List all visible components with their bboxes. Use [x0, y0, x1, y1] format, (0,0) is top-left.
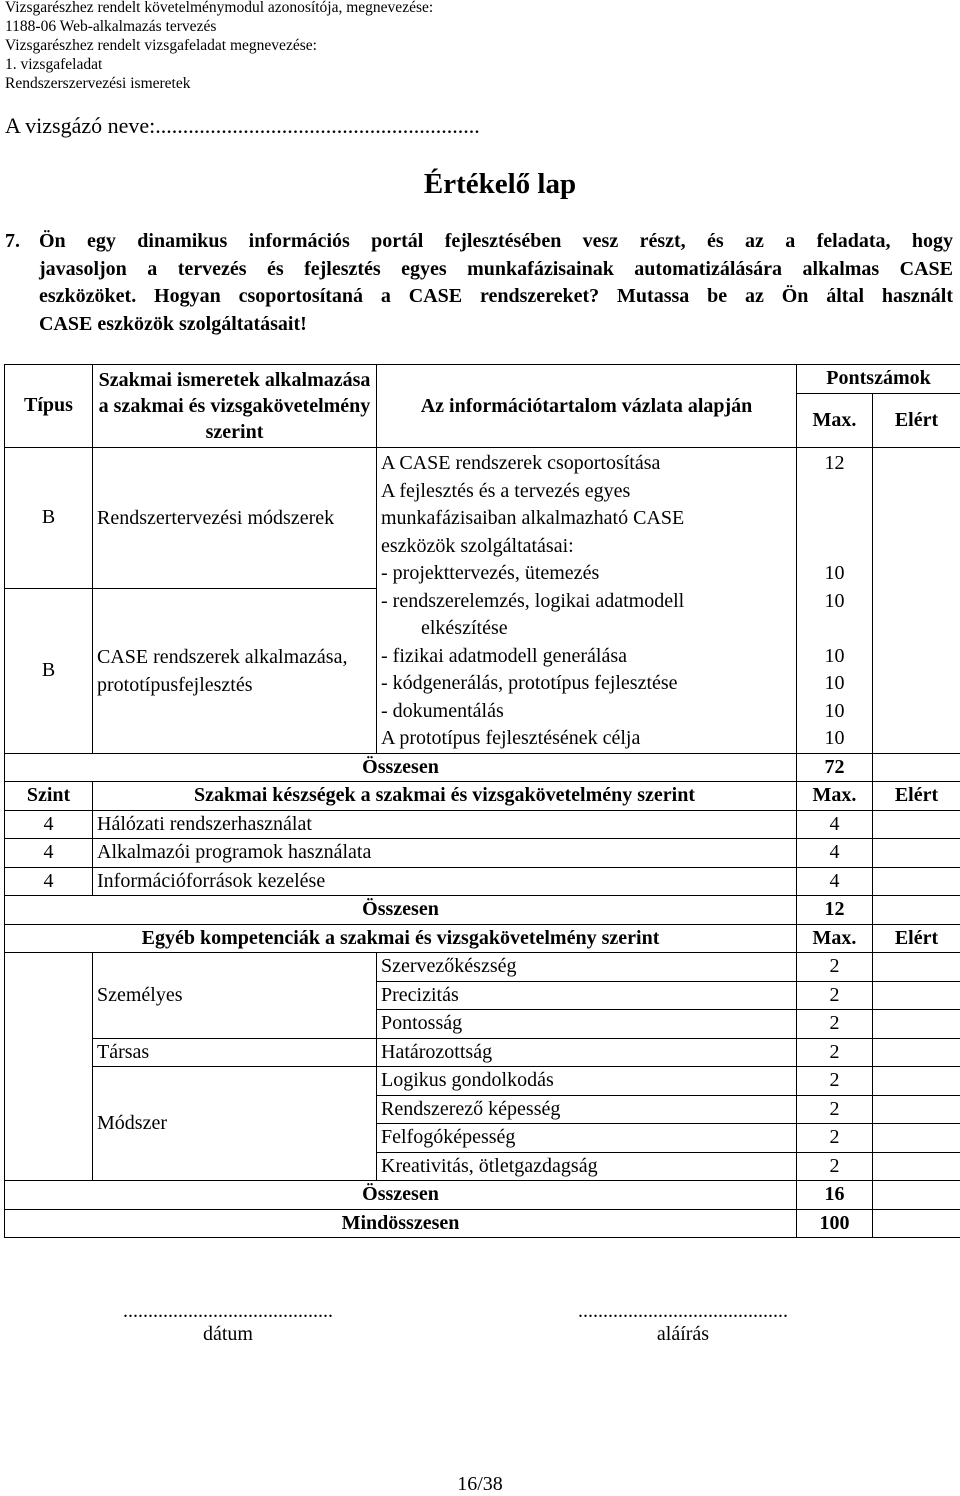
- col-head-achieved: Elért: [873, 782, 960, 811]
- sum-value: 72: [797, 753, 873, 782]
- competency-name: Felfogóképesség: [377, 1124, 797, 1153]
- question-number: 7.: [5, 228, 39, 256]
- candidate-name-field: A vizsgázó neve:...........................................................: [5, 113, 480, 139]
- info-line: eszközök szolgáltatásai:: [381, 533, 792, 561]
- competency-name: Precizitás: [377, 981, 797, 1010]
- evaluation-table: [4, 364, 960, 1238]
- col-head-achieved: Elért: [873, 924, 960, 953]
- achieved-cell[interactable]: [873, 1095, 960, 1124]
- sum-label: Összesen: [5, 896, 797, 925]
- table-row: [5, 953, 960, 982]
- col-head-knowledge: Szakmai ismeretek alkalmazása a szakmai és vizsgakövetelmény szerint: [93, 365, 377, 448]
- max-value: 2: [797, 1010, 873, 1039]
- achieved-cell[interactable]: [873, 1209, 960, 1238]
- skills-head-label: Szakmai készségek a szakmai és vizsgakövetelmény szerint: [93, 782, 797, 811]
- max-value: 10: [801, 643, 868, 671]
- group-topic: CASE rendszerek alkalmazása, prototípusfejlesztés: [93, 589, 377, 753]
- question-line: eszközöket. Hogyan csoportosítaná a CASE rendszereket? Mutassa be az Ön által használt: [5, 283, 953, 311]
- blank-cell: [5, 953, 93, 1181]
- skill-name: Alkalmazói programok használata: [93, 839, 797, 868]
- sum-value: 12: [797, 896, 873, 925]
- competency-name: Kreativitás, ötletgazdagság: [377, 1152, 797, 1181]
- sum-value: 16: [797, 1181, 873, 1210]
- competency-name: Rendszerező képesség: [377, 1095, 797, 1124]
- info-line: A CASE rendszerek csoportosítása: [381, 450, 792, 478]
- info-line: - rendszerelemzés, logikai adatmodell: [381, 588, 792, 616]
- info-line: - projekttervezés, ütemezés: [381, 560, 792, 588]
- grand-total-value: 100: [797, 1209, 873, 1238]
- achieved-cell[interactable]: [873, 1010, 960, 1039]
- other-head-label: Egyéb kompetenciák a szakmai és vizsgakövetelmény szerint: [5, 924, 797, 953]
- max-value: 2: [797, 953, 873, 982]
- achieved-cell[interactable]: [873, 1067, 960, 1096]
- other-head-row: [5, 924, 960, 953]
- skills-head-row: [5, 782, 960, 811]
- grand-total-label: Mindösszesen: [5, 1209, 797, 1238]
- col-head-points: Pontszámok: [797, 365, 960, 394]
- header-line: 1. vizsgafeladat: [5, 55, 433, 74]
- info-line: A prototípus fejlesztésének célja: [381, 725, 792, 753]
- col-head-max: Max.: [797, 394, 873, 448]
- sum-label: Összesen: [5, 753, 797, 782]
- max-value: 2: [797, 1067, 873, 1096]
- info-line: - fizikai adatmodell generálása: [381, 643, 792, 671]
- max-value: 2: [797, 1124, 873, 1153]
- table-head-row: [5, 365, 960, 394]
- sum-row: [5, 753, 960, 782]
- table-row: [5, 810, 960, 839]
- max-value: 2: [797, 1152, 873, 1181]
- date-label: dátum: [90, 1323, 366, 1346]
- page-title: Értékelő lap: [0, 168, 960, 201]
- competency-group: Módszer: [93, 1067, 377, 1181]
- page-number: 16/38: [0, 1473, 960, 1496]
- table-row: [5, 839, 960, 868]
- table-row: [5, 448, 960, 589]
- group-type: B: [5, 448, 93, 589]
- header-line: Vizsgarészhez rendelt vizsgafeladat megnevezése:: [5, 36, 433, 55]
- info-content: [377, 448, 797, 754]
- achieved-cell[interactable]: [873, 839, 960, 868]
- sum-row: [5, 1181, 960, 1210]
- col-head-info: Az információtartalom vázlata alapján: [377, 365, 797, 448]
- skill-level: 4: [5, 867, 93, 896]
- achieved-cell[interactable]: [873, 1124, 960, 1153]
- max-value: 12: [801, 450, 868, 478]
- achieved-cell[interactable]: [873, 753, 960, 782]
- sum-row: [5, 896, 960, 925]
- col-head-level: Szint: [5, 782, 93, 811]
- max-value: 10: [801, 588, 868, 616]
- achieved-cell[interactable]: [873, 1038, 960, 1067]
- achieved-cell[interactable]: [873, 1181, 960, 1210]
- info-max-column: [797, 448, 873, 754]
- max-value: 4: [797, 810, 873, 839]
- max-value: 4: [797, 839, 873, 868]
- max-value: 2: [797, 981, 873, 1010]
- col-head-max: Max.: [797, 924, 873, 953]
- info-line: elkészítése: [381, 615, 792, 643]
- achieved-cell[interactable]: [873, 1152, 960, 1181]
- achieved-cell[interactable]: [873, 810, 960, 839]
- achieved-cell[interactable]: [873, 448, 960, 754]
- info-line: munkafázisaiban alkalmazható CASE: [381, 505, 792, 533]
- header-line: Rendszerszervezési ismeretek: [5, 74, 433, 93]
- competency-name: Szervezőkészség: [377, 953, 797, 982]
- competency-group: Társas: [93, 1038, 377, 1067]
- skill-name: Hálózati rendszerhasználat: [93, 810, 797, 839]
- document-header: [5, 0, 433, 93]
- date-signature-block: [90, 1300, 366, 1346]
- max-value: 10: [801, 698, 868, 726]
- table-row: [5, 1038, 960, 1067]
- table-row: [5, 867, 960, 896]
- competency-name: Pontosság: [377, 1010, 797, 1039]
- skill-level: 4: [5, 810, 93, 839]
- competency-group: Személyes: [93, 953, 377, 1039]
- group-type: B: [5, 589, 93, 753]
- header-line: 1188-06 Web-alkalmazás tervezés: [5, 17, 433, 36]
- question-line: CASE eszközök szolgáltatásait!: [5, 311, 953, 339]
- sum-label: Összesen: [5, 1181, 797, 1210]
- skill-level: 4: [5, 839, 93, 868]
- max-value: 10: [801, 725, 868, 753]
- achieved-cell[interactable]: [873, 953, 960, 982]
- max-value: 2: [797, 1095, 873, 1124]
- achieved-cell[interactable]: [873, 867, 960, 896]
- competency-name: Logikus gondolkodás: [377, 1067, 797, 1096]
- info-line: - kódgenerálás, prototípus fejlesztése: [381, 670, 792, 698]
- table-row: [5, 1067, 960, 1096]
- skill-name: Információforrások kezelése: [93, 867, 797, 896]
- max-value: 2: [797, 1038, 873, 1067]
- date-line: ..........................................: [90, 1300, 366, 1323]
- sign-label: aláírás: [545, 1323, 821, 1346]
- max-value: 10: [801, 560, 868, 588]
- grand-total-row: [5, 1209, 960, 1238]
- info-line: - dokumentálás: [381, 698, 792, 726]
- achieved-cell[interactable]: [873, 981, 960, 1010]
- question-line: javasoljon a tervezés és fejlesztés egyes munkafázisainak automatizálására alkalmas CASE: [5, 256, 953, 284]
- competency-name: Határozottság: [377, 1038, 797, 1067]
- group-topic: Rendszertervezési módszerek: [93, 448, 377, 589]
- sign-line: ..........................................: [545, 1300, 821, 1323]
- max-value: 4: [797, 867, 873, 896]
- sign-signature-block: [545, 1300, 821, 1346]
- header-line: Vizsgarészhez rendelt követelménymodul azonosítója, megnevezése:: [5, 0, 433, 17]
- col-head-achieved: Elért: [873, 394, 960, 448]
- info-line: A fejlesztés és a tervezés egyes: [381, 478, 792, 506]
- question-block: [5, 228, 953, 338]
- col-head-max: Max.: [797, 782, 873, 811]
- question-line: 7. Ön egy dinamikus információs portál fejlesztésében vesz részt, és az a feladata, hogy: [5, 228, 953, 256]
- achieved-cell[interactable]: [873, 896, 960, 925]
- col-head-type: Típus: [5, 365, 93, 448]
- max-value: 10: [801, 670, 868, 698]
